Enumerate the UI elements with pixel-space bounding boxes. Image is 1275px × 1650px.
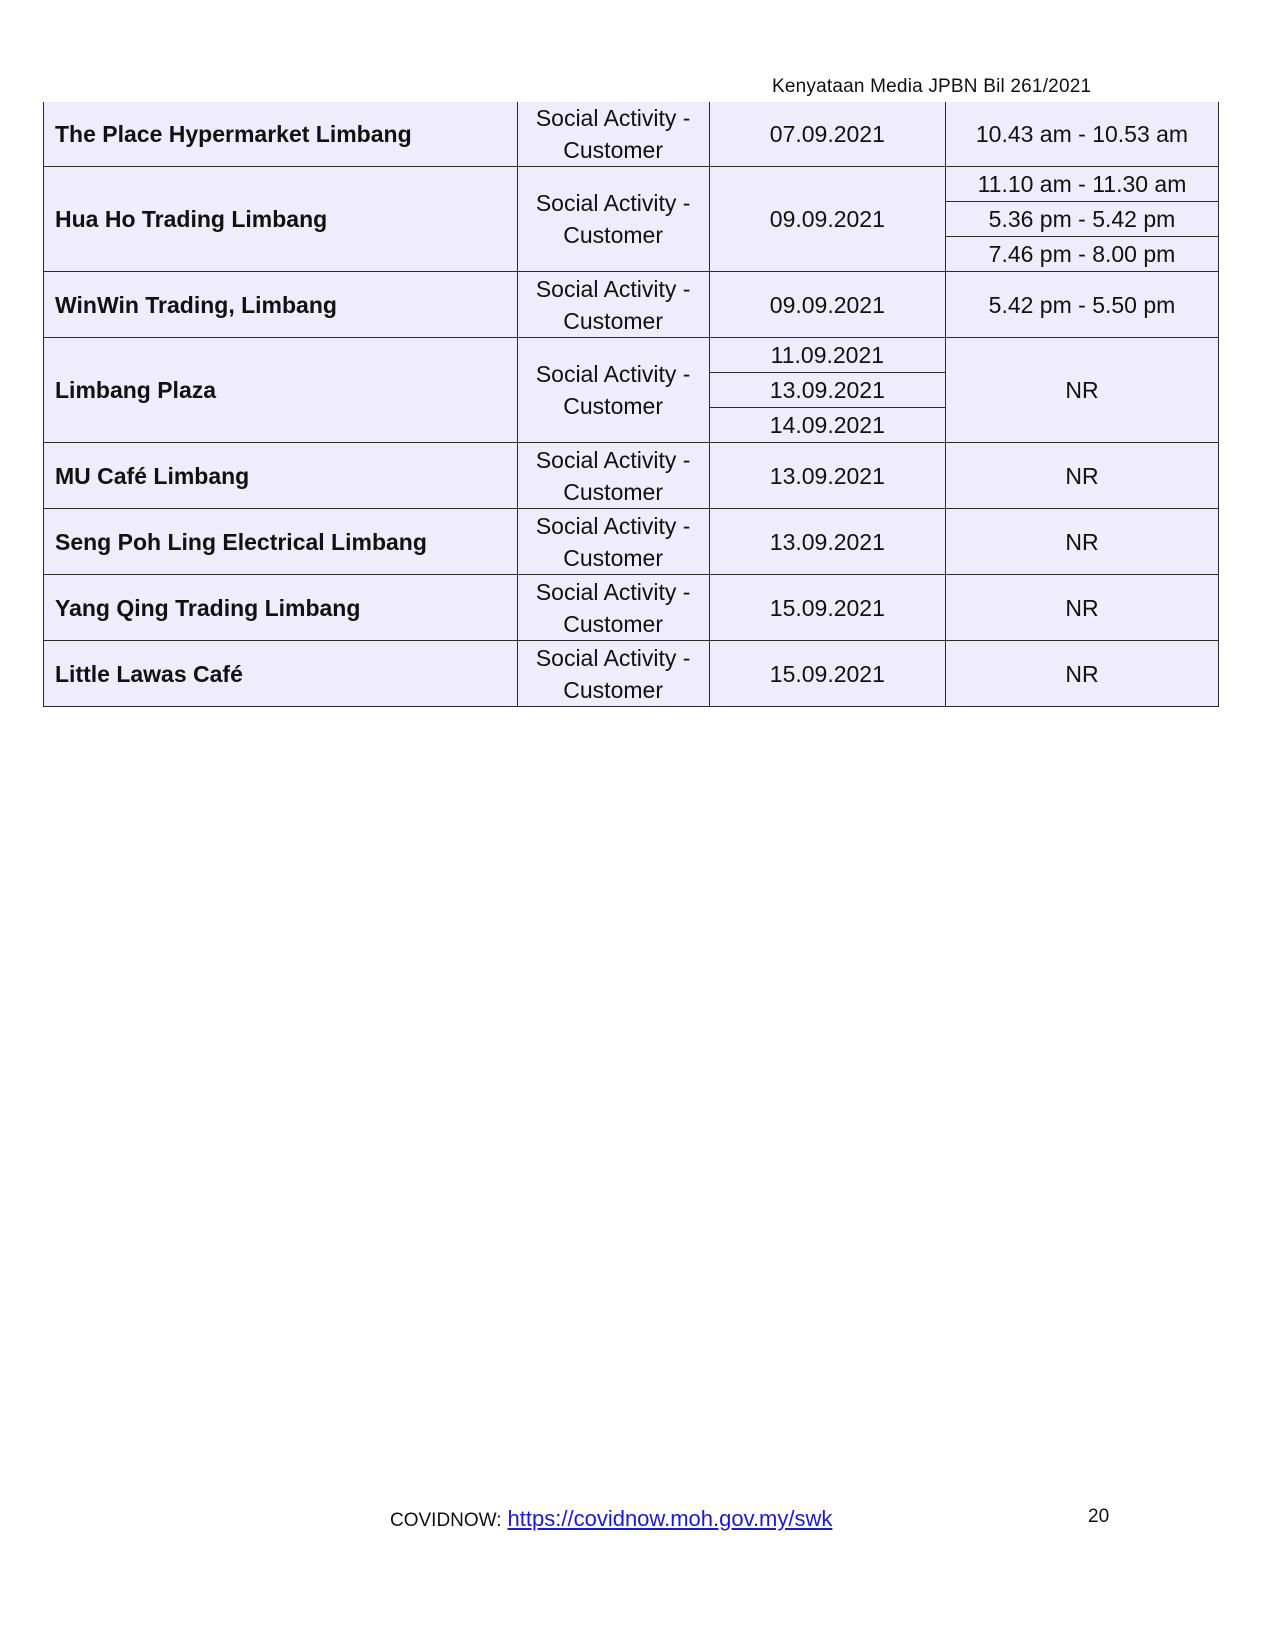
location-cell: WinWin Trading, Limbang [44,272,518,338]
category-line: Social Activity - [535,105,691,131]
category-line: Social Activity - [535,446,691,473]
footer-label: COVIDNOW: [390,1510,502,1531]
category-cell [517,575,709,641]
time-cell: NR [945,509,1218,575]
date-cell: 07.09.2021 [709,102,945,167]
table-row [44,338,1219,443]
category-line: Social Activity - [535,275,691,302]
time-cell: NR [945,641,1218,707]
category-line: Customer [563,222,663,248]
category-cell [517,272,709,338]
time-cell: 10.43 am - 10.53 am [945,102,1218,167]
date-cell: 15.09.2021 [709,575,945,641]
table-row [44,167,1219,272]
page-number: 20 [1088,1506,1110,1527]
table-row [44,509,1219,575]
category-line: Customer [563,676,663,703]
category-line: Social Activity - [535,578,691,605]
table-row [44,102,1219,167]
category-line: Social Activity - [535,190,691,216]
table-row [44,443,1219,509]
footer [390,1506,832,1532]
time-cell: NR [945,443,1218,509]
category-cell [517,338,709,443]
category-cell [517,641,709,707]
location-cell: The Place Hypermarket Limbang [44,102,518,167]
location-cell: Seng Poh Ling Electrical Limbang [44,509,518,575]
location-cell: Little Lawas Café [44,641,518,707]
date-entry: 11.09.2021 [710,338,945,373]
category-line: Customer [563,610,663,637]
time-cell-group [945,167,1218,272]
table-row [44,272,1219,338]
document-header: Kenyataan Media JPBN Bil 261/2021 [772,76,1092,97]
table-row [44,575,1219,641]
date-cell-group [709,338,945,443]
time-entry: 11.10 am - 11.30 am [946,167,1218,202]
date-cell: 09.09.2021 [709,167,945,272]
category-line: Customer [563,137,663,163]
date-cell: 13.09.2021 [709,509,945,575]
date-entry: 14.09.2021 [769,412,885,438]
date-cell: 15.09.2021 [709,641,945,707]
date-entry: 13.09.2021 [710,373,945,408]
category-line: Customer [563,544,663,571]
time-cell: 5.42 pm - 5.50 pm [945,272,1218,338]
location-cell: MU Café Limbang [44,443,518,509]
category-line: Social Activity - [535,644,691,671]
time-entry: 5.36 pm - 5.42 pm [946,202,1218,237]
location-cell: Limbang Plaza [44,338,518,443]
category-cell [517,102,709,167]
location-cell: Hua Ho Trading Limbang [44,167,518,272]
category-cell [517,509,709,575]
category-cell [517,443,709,509]
category-line: Customer [563,307,663,334]
time-entry: 7.46 pm - 8.00 pm [988,241,1176,267]
table-row [44,641,1219,707]
category-line: Customer [563,478,663,505]
exposure-location-table [43,102,1219,707]
covidnow-link[interactable]: https://covidnow.moh.gov.my/swk [507,1506,833,1531]
category-cell [517,167,709,272]
time-cell: NR [945,338,1218,443]
category-line: Customer [563,393,663,419]
time-cell: NR [945,575,1218,641]
category-line: Social Activity - [535,512,691,539]
date-cell: 09.09.2021 [709,272,945,338]
location-cell: Yang Qing Trading Limbang [44,575,518,641]
date-cell: 13.09.2021 [709,443,945,509]
category-line: Social Activity - [535,361,691,387]
